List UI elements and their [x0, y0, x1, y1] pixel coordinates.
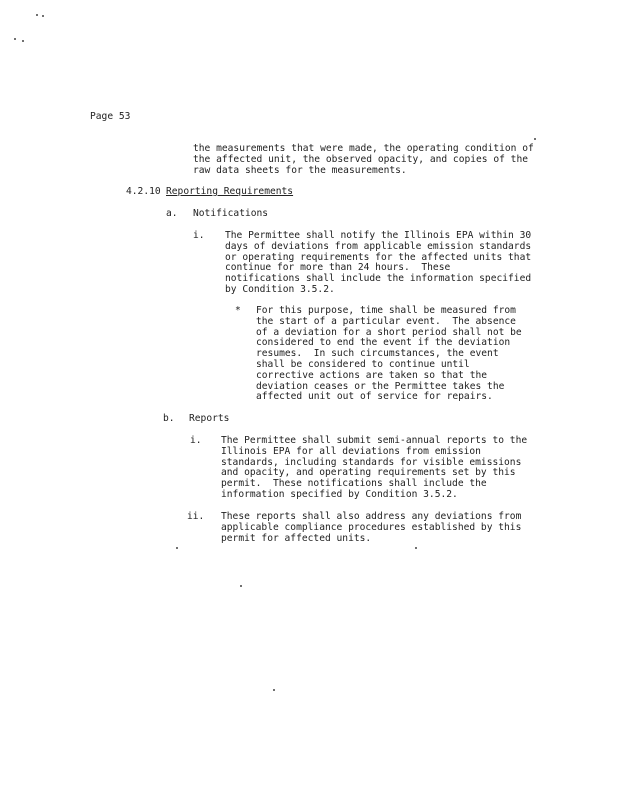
- scan-speck: [22, 40, 24, 42]
- text-line: shall be considered to continue until: [256, 358, 470, 370]
- section-number: 4.2.10: [126, 186, 161, 197]
- text-line: information specified by Condition 3.5.2.: [221, 488, 458, 500]
- text-line: permit. These notifications shall include the: [221, 478, 487, 490]
- text-line: permit for affected units.: [221, 532, 372, 544]
- scan-speck: [36, 14, 38, 16]
- reports-item-ii-marker: ii.: [187, 511, 205, 522]
- text-line: affected unit out of service for repairs.: [256, 391, 493, 403]
- text-line: or operating requirements for the affected units that: [225, 251, 532, 263]
- text-line: The Permittee shall notify the Illinois EPA within 30: [225, 230, 532, 241]
- text-line: the affected unit, the observed opacity, and copies of the: [193, 153, 529, 165]
- section-heading: Reporting Requirements: [166, 186, 294, 197]
- notifications-heading: Notifications: [193, 208, 269, 219]
- text-line: These reports shall also address any deviations from: [221, 511, 522, 522]
- text-line: resumes. In such circumstances, the event: [256, 348, 499, 360]
- scan-speck: [273, 689, 275, 691]
- text-line: The Permittee shall submit semi-annual reports to the: [221, 435, 528, 446]
- notifications-marker: a.: [166, 208, 178, 219]
- text-line: For this purpose, time shall be measured from: [256, 305, 516, 316]
- reports-heading: Reports: [189, 413, 230, 424]
- reports-item-i-marker: i.: [190, 435, 202, 446]
- text-line: by Condition 3.5.2.: [225, 283, 335, 295]
- reports-item-ii-text: [221, 512, 521, 544]
- text-line: notifications shall include the information specified: [225, 273, 532, 285]
- reports-marker: b.: [163, 413, 175, 424]
- text-line: and opacity, and operating requirements set by this: [221, 467, 516, 479]
- note-bullet: *: [235, 305, 241, 316]
- text-line: applicable compliance procedures established by this: [221, 521, 522, 533]
- reports-item-i-text: [221, 436, 527, 501]
- scan-speck: [176, 547, 178, 549]
- text-line: the measurements that were made, the operating condition of: [193, 143, 534, 154]
- text-line: the start of a particular event. The absence: [256, 315, 516, 327]
- scan-speck: [415, 547, 417, 549]
- page-number: Page 53: [90, 111, 131, 122]
- notifications-item-i-marker: i.: [193, 230, 205, 241]
- text-line: continue for more than 24 hours. These: [225, 262, 451, 274]
- text-line: days of deviations from applicable emission standards: [225, 240, 532, 252]
- text-line: deviation ceases or the Permittee takes the: [256, 380, 505, 392]
- text-line: considered to end the event if the deviation: [256, 337, 511, 349]
- text-line: of a deviation for a short period shall not be: [256, 326, 522, 338]
- notifications-item-i-text: [225, 231, 531, 296]
- intro-paragraph: [193, 144, 534, 176]
- text-line: corrective actions are taken so that the: [256, 369, 488, 381]
- scan-speck: [42, 15, 44, 17]
- text-line: Illinois EPA for all deviations from emission: [221, 445, 481, 457]
- notifications-note-text: [256, 306, 522, 403]
- scan-speck: [14, 38, 16, 40]
- scan-speck: [534, 138, 536, 140]
- text-line: raw data sheets for the measurements.: [193, 164, 407, 176]
- scan-speck: [240, 585, 242, 587]
- text-line: standards, including standards for visible emissions: [221, 456, 522, 468]
